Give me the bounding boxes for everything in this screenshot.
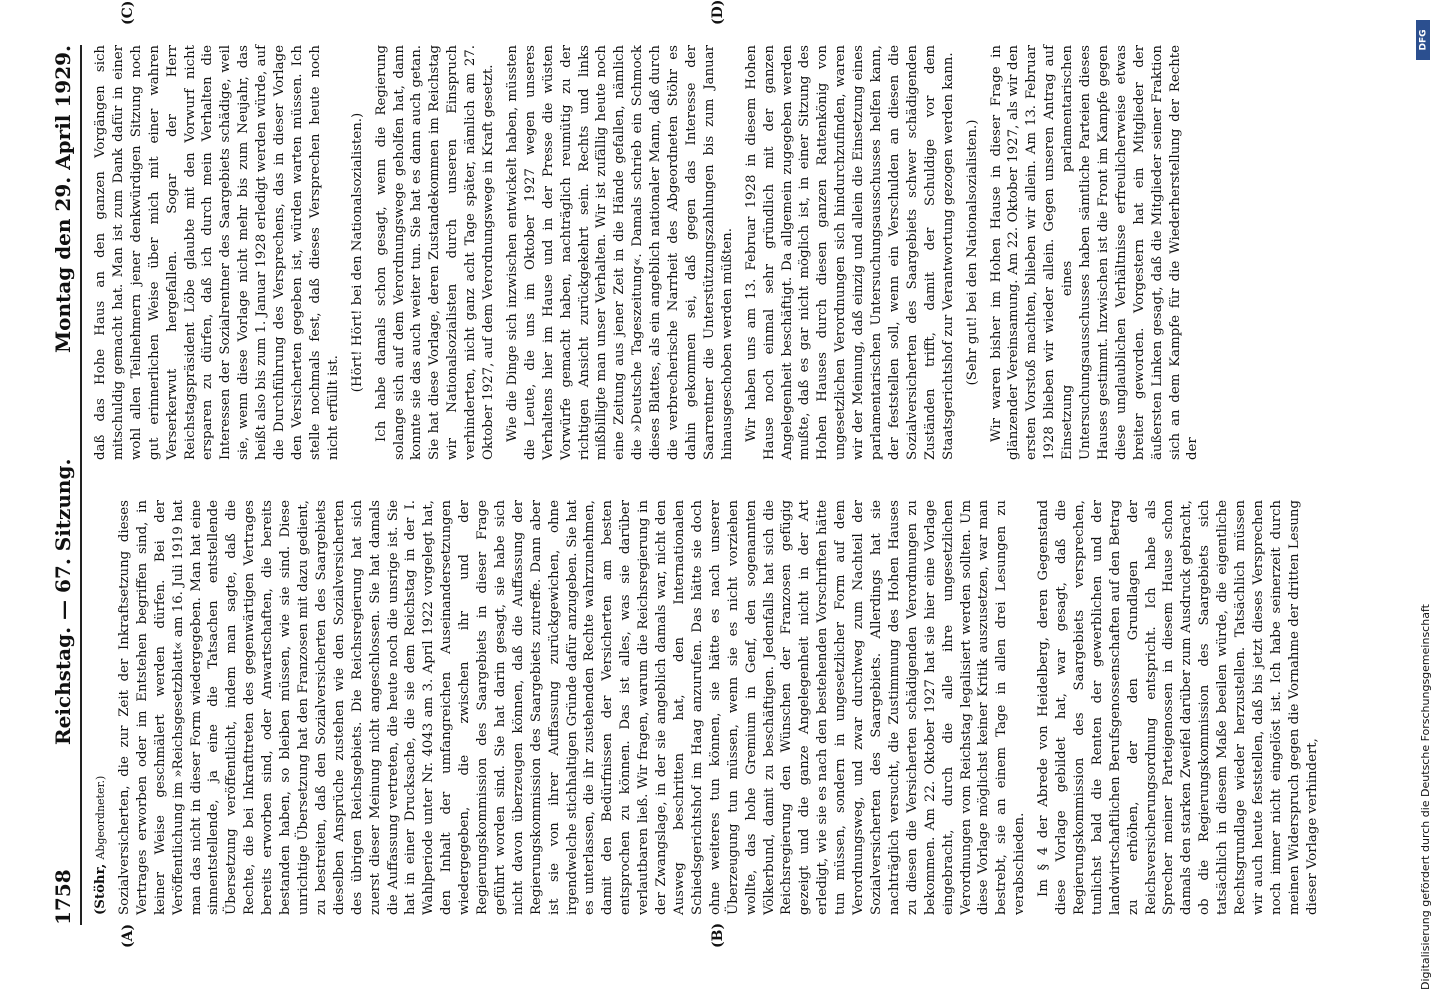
page-number: 1758 (51, 869, 75, 925)
interjection: (Sehr gut! bei den Nationalsozialisten.) (964, 119, 980, 386)
page-header (45, 45, 81, 925)
digitization-note: Digitalisierung gefördert durch die Deutsche Forschungsgemeinschaft (1419, 604, 1432, 990)
paragraph: Wie die Dinge sich inzwischen entwickelt haben, müssten die Leute, die uns im Oktober 1927 wegen unseres Verhaltens hier im Hause und in der Presse die wüsten Vorwürfe gemacht haben, nachträglich reumütig zu der richtigen Ansicht zurückgekehrt sein. Rechts und links mißbilligte man unser Verhalten. Wir ist zufällig heute noch eine Zeitung aus jener Zeit in die Hände gefallen, nämlich die »Deutsche Tageszeitung«. Damals schrieb ein Schmock dieses Blattes, als ein angeblich nationaler Mann, daß durch die verbrecherische Narrheit des Abgeordneten Stöhr es dahin gekommen sei, daß gegen das Interesse der Saarrentner die Unterstützungszahlungen bis zum Januar hinausgeschoben werden müßten. (504, 45, 735, 460)
scanned-page (20, 0, 1400, 1000)
interjection: (Hört! Hört! bei den Nationalsozialisten.) (349, 112, 365, 393)
paragraph: Wir haben uns am 13. Februar 1928 in diesem Hohen Hause noch einmal sehr gründlich mit der ganzen Angelegenheit beschäftigt. Da allgemein zugegeben werden mußte, daß es gar nicht möglich ist, in einer Sitzung des Hohen Hauses durch diesen ganzen Rattenkönig von ungesetzlichen Verordnungen sich hindurchzufinden, waren wir der Meinung, daß einzig und allein die Einsetzung eines parlamentarischen Untersuchungsausschusses helfen kann, der feststellen soll, wenn ein Verschulden an diesen die Sozialversicherten des Saargebiets schwer schädigenden Zuständen trifft, damit der Schuldige vor dem Staatsgerichtshof zur Verantwortung gezogen werden kann. (743, 45, 956, 460)
session-date: Montag den 29. April 1929. (51, 45, 75, 353)
left-column (92, 500, 1328, 915)
margin-marker-a: (A) (120, 923, 136, 948)
speaker-role: Abgeordneter.) (94, 775, 107, 860)
margin-marker-c: (C) (120, 0, 136, 25)
paragraph: Wir waren bisher im Hohen Hause in dieser Frage in glänzender Vereinsamung. Am 22. Oktober 1927, als wir den ersten Vorstoß machten, blieben wir allein. Am 13. Februar 1928 blieben wir wieder allein. Gegen unseren Antrag auf Einsetzung eines parlamentarischen Untersuchungsausschusses haben sämtliche Parteien dieses Hauses gestimmt. Inzwischen ist die Front im Kampfe gegen diese unglaublichen Verhältnisse erfreulicherweise etwas breiter geworden. Vorgestern hat ein Mitglieder der äußersten Linken gesagt, daß die Mitglieder seiner Fraktion sich an dem Kampfe für die Wiederherstellung der Rechte der (988, 45, 1201, 460)
digitization-strip (1410, 10, 1434, 990)
speaker-name: (Stöhr, (93, 863, 108, 915)
margin-marker-d: (D) (710, 0, 726, 25)
margin-marker-b: (B) (710, 922, 726, 948)
dfg-logo-text: DFG (1418, 29, 1429, 51)
header-rule (80, 45, 82, 925)
paragraph: Im § 4 der Abrede von Heidelberg, deren Gegenstand diese Vorlage gebildet hat, war gesagt, daß die Regierungskommission des Saargebiets versprechen, tunlichst bald die Renten der gewerblichen und der landwirtschaftlichen Berufsgenossenschaften auf den Betrag zu erhöhen, der den Grundlagen der Reichsversicherungsordnung entspricht. Ich habe als Sprecher meiner Parteigenossen in diesem Hause schon damals den starken Zweifel darüber zum Ausdruck gebracht, ob die Regierungskommission des Saargebiets sich tatsächlich in diesem Maße beeilen würde, die eigentliche Rechtsgrundlage wieder herzustellen. Tatsächlich müssen wir auch heute feststellen, daß bis jetzt dieses Versprechen noch immer nicht eingelöst ist. Ich habe seinerzeit durch meinen Widerspruch gegen die Vornahme der dritten Lesung dieser Vorlage verhindert, (1036, 500, 1320, 915)
paragraph: Ich habe damals schon gesagt, wenn die Regierung solange sich auf dem Verordnungswege geholfen hat, dann konnte sie das auch weiter tun. Sie hat es dann auch getan. Sie hat diese Vorlage, deren Zustandekommen im Reichstag wir Nationalsozialisten durch unseren Einspruch verhinderten, nicht ganz acht Tage später, nämlich am 27. Oktober 1927, auf dem Verordnungswege in Kraft gesetzt. (373, 45, 497, 460)
right-column (92, 45, 1208, 460)
paragraph: daß das Hohe Haus an den ganzen Vorgängen sich mitschuldig gemacht hat. Man ist zum Dank dafür in einer wohl allen Teilnehmern jener denkwürdigen Sitzung noch gut erinnerlichen Weise über mich mit einer wahren Verserkerwut hergefallen. Sogar der Herr Reichstagspräsident Löbe glaubte mit den Vorwurf nicht ersparen zu dürfen, daß ich durch mein Verhalten die Interessen der Sozialrentner des Saargebiets schädige, weil sie, wenn diese Vorlage nicht mehr bis zum Neujahr, das heißt also bis zum 1. Januar 1928 erledigt werden würde, auf die Durchführung des Versprechens, das in dieser Vorlage den Versicherten gegeben ist, würden warten müssen. Ich stelle nochmals fest, daß dieses Versprechen heute noch nicht erfüllt ist. (93, 45, 341, 460)
paragraph: Sozialversicherten, die zur Zeit der Inkraftsetzung dieses Vertrages erworben oder im Entstehen begriffen sind, in keiner Weise geschmälert werden dürfen. Bei der Veröffentlichung im »Reichsgesetzblatt« am 16. Juli 1919 hat man das nicht in dieser Form wiedergegeben. Man hat eine sinnentstellende, ja eine die Tatsachen entstellende Übersetzung veröffentlicht, indem man sagte, daß die Rechte, die bei Inkrafttreten des gegenwärtigen Vertrages bereits erworben sind, oder Anwartschaften, die bereits bestanden haben, so bleiben müssen, wie sie sind. Diese unrichtige Übersetzung hat den Franzosen mit dazu gedient, zu bestreiten, daß den Sozialversicherten des Saargebiets dieselben Ansprüche zustehen wie den Sozialversicherten des übrigen Reichsgebiets. Die Reichsregierung hat sich zuerst dieser Meinung nicht angeschlossen. Sie hat damals die Auffassung vertreten, die heute noch die unsrige ist. Sie hat in einer Drucksache, die sie dem Reichstag in der I. Wahlperiode unter Nr. 4043 am 3. April 1922 vorgelegt hat, den Inhalt der umfangreichen Auseinandersetzungen wiedergegeben, die zwischen ihr und der Regierungskommission des Saargebiets in dieser Frage geführt worden sind. Sie hat darin gesagt, sie habe sich nicht davon überzeugen können, daß die Auffassung der Regierungskommission des Saargebiets zutreffe. Dann aber ist sie von ihrer Auffassung zurückgewichen, ohne irgendwelche stichhaltigen Gründe dafür anzugeben. Sie hat es unterlassen, die ihr zustehenden Rechte wahrzunehmen, damit den Bedürfnissen der Versicherten am besten entsprochen zu können. Das ist alles, was sie darüber verlautbaren ließ. Wir fragen, warum die Reichsregierung in der Zwangslage, in der sie angeblich damals war, nicht den Ausweg beschritten hat, den Internationalen Schiedsgerichtshof im Haag anzurufen. Das hätte sie doch ohne weiteres tun können, sie hätte es nach unserer Überzeugung tun müssen, wenn sie es nicht vorziehen wollte, das hohe Gremium in Genf, den sogenannten Völkerbund, damit zu beschäftigen. Jedenfalls hat sich die Reichsregierung den Wünschen der Franzosen gefügig gezeigt und die ganze Angelegenheit nicht in der Art erledigt, wie sie es nach den bestehenden Vorschriften hätte tun müssen, sondern in ungesetzlicher Form auf dem Verordnungsweg, und zwar durchweg zum Nachteil der Sozialversicherten des Saargebiets. Allerdings hat sie nachträglich versucht, die Zustimmung des Hohen Hauses zu diesen die Versicherten schädigenden Verordnungen zu bekommen. Am 22. Oktober 1927 hat sie hier eine Vorlage eingebracht, durch die alle ihre ungesetzlichen Verordnungen vom Reichstag legalisiert werden sollten. Um diese Vorlage möglichst keiner Kritik auszusetzen, war man bestrebt, sie an einem Tage in allen drei Lesungen zu verabschieden. (116, 500, 1028, 915)
dfg-logo (1416, 20, 1430, 60)
speaker-line (92, 500, 110, 915)
session-title: Reichstag. — 67. Sitzung. (51, 458, 75, 745)
